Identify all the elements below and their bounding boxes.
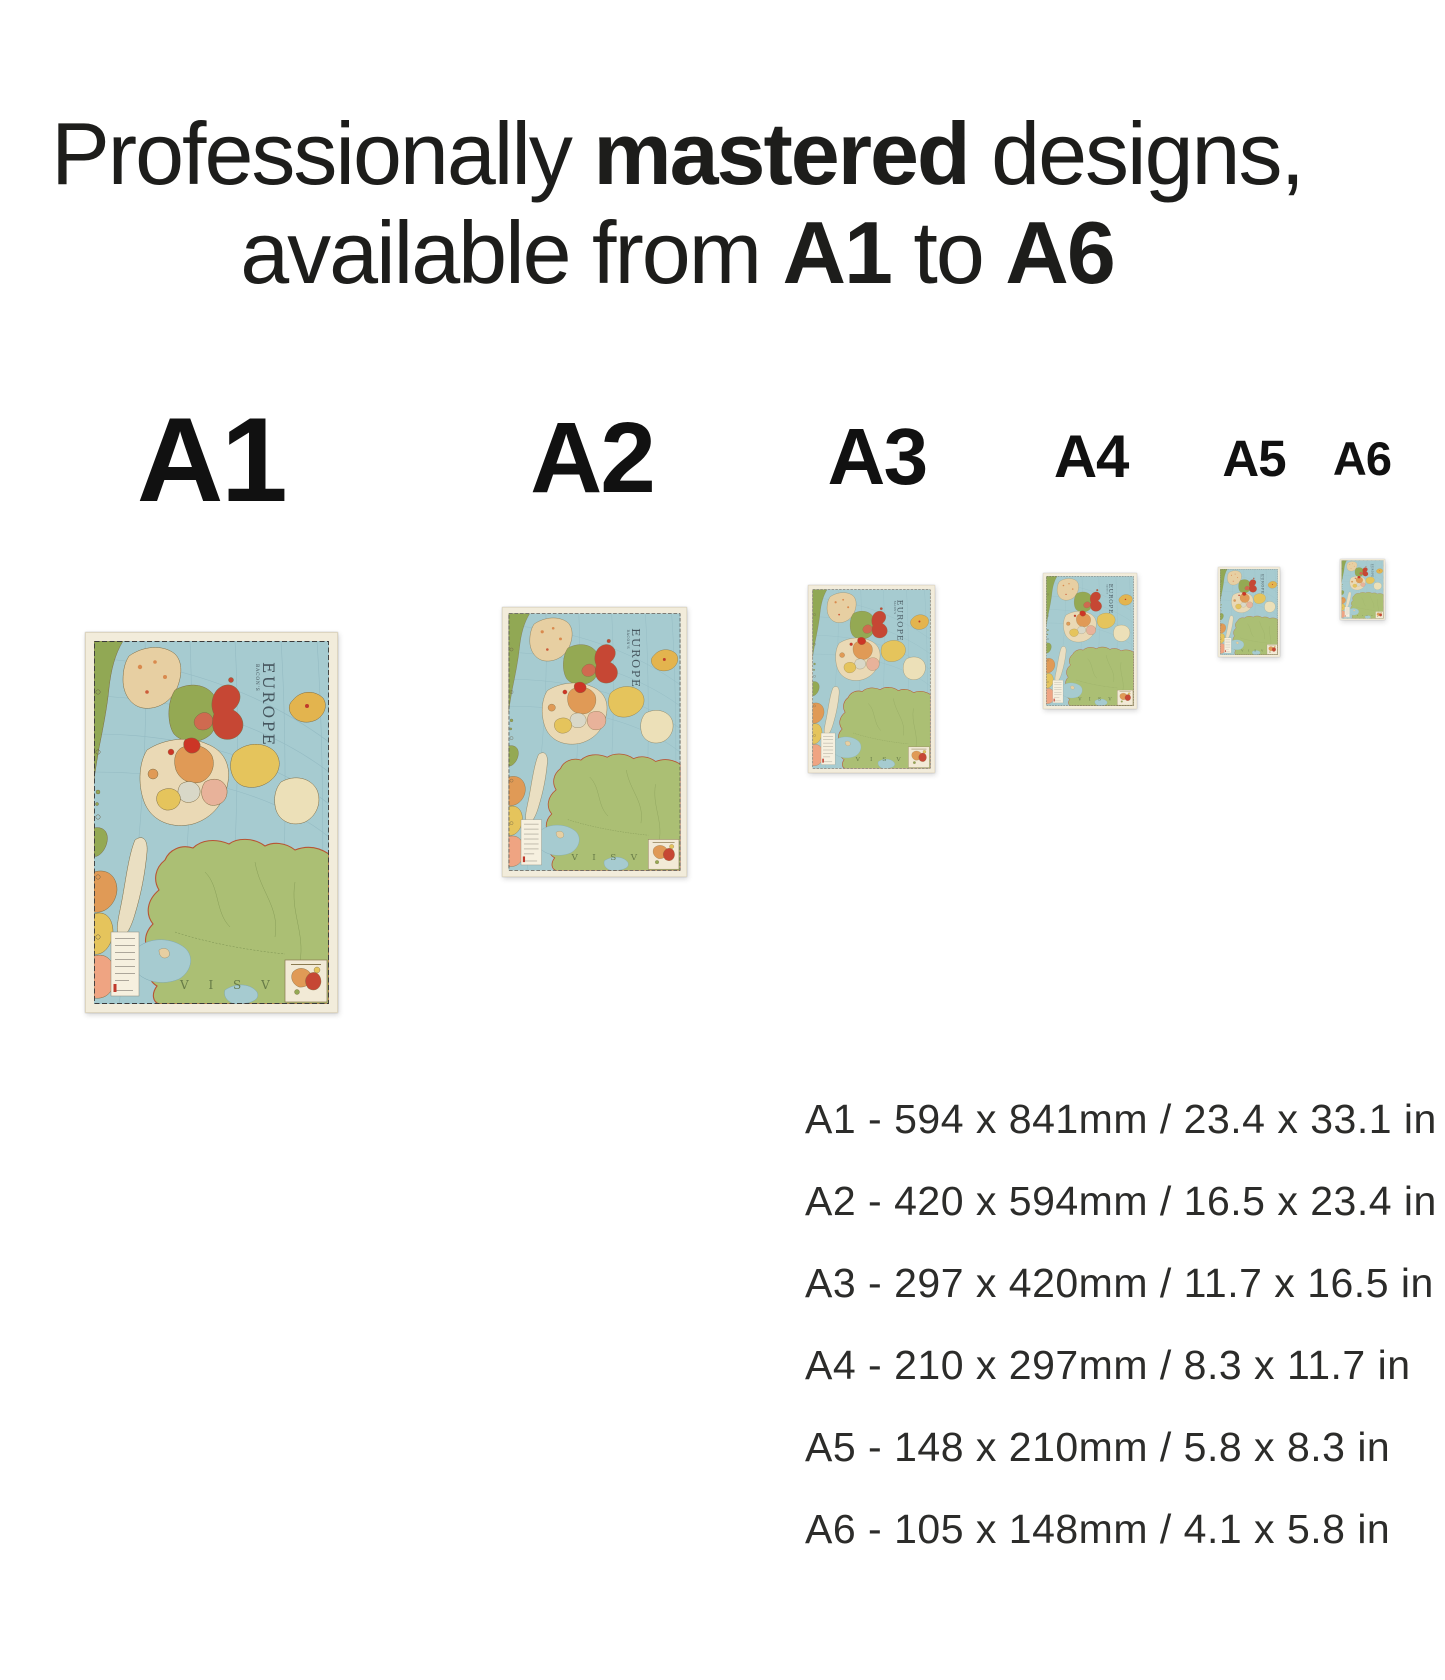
heading-text: designs, xyxy=(968,104,1303,203)
europe-map-print-a4 xyxy=(1043,573,1137,709)
size-spec-row-a1: A1 - 594 x 841mm / 23.4 x 33.1 in xyxy=(805,1096,1437,1142)
size-label-a1: A1 xyxy=(136,393,286,527)
size-label-a4: A4 xyxy=(1053,423,1129,490)
size-spec-row-a3: A3 - 297 x 420mm / 11.7 x 16.5 in xyxy=(805,1260,1434,1306)
europe-map-print-a5 xyxy=(1218,567,1280,657)
size-spec-row-a2: A2 - 420 x 594mm / 16.5 x 23.4 in xyxy=(805,1178,1437,1224)
europe-map-print-a2 xyxy=(502,607,687,877)
heading-line-1 xyxy=(0,104,1354,203)
heading-line-2 xyxy=(0,203,1354,302)
poster-a1 xyxy=(85,632,338,1013)
size-label-a6: A6 xyxy=(1332,432,1392,485)
heading-text: Professionally xyxy=(51,104,594,203)
heading-text: available from xyxy=(240,203,783,302)
europe-map-print-a1 xyxy=(85,632,338,1013)
size-spec-row-a4: A4 - 210 x 297mm / 8.3 x 11.7 in xyxy=(805,1342,1411,1388)
size-label-a3: A3 xyxy=(827,412,927,501)
europe-map-print-a3 xyxy=(808,585,935,773)
poster-a5 xyxy=(1218,567,1280,657)
size-spec-list xyxy=(805,1078,1437,1570)
poster-a4 xyxy=(1043,573,1137,709)
heading-text: to xyxy=(890,203,1006,302)
heading-bold-a1: A1 xyxy=(782,203,891,302)
poster-a3 xyxy=(808,585,935,773)
size-label-a5: A5 xyxy=(1222,430,1286,487)
poster-a2 xyxy=(502,607,687,877)
europe-map-print-a6 xyxy=(1340,559,1385,620)
heading-bold-a6: A6 xyxy=(1005,203,1114,302)
size-spec-row-a6: A6 - 105 x 148mm / 4.1 x 5.8 in xyxy=(805,1506,1391,1552)
size-spec-row-a5: A5 - 148 x 210mm / 5.8 x 8.3 in xyxy=(805,1424,1391,1470)
page-title xyxy=(0,104,1354,302)
size-label-a2: A2 xyxy=(530,402,654,514)
poster-a6 xyxy=(1340,559,1385,620)
heading-bold-mastered: mastered xyxy=(593,104,969,203)
